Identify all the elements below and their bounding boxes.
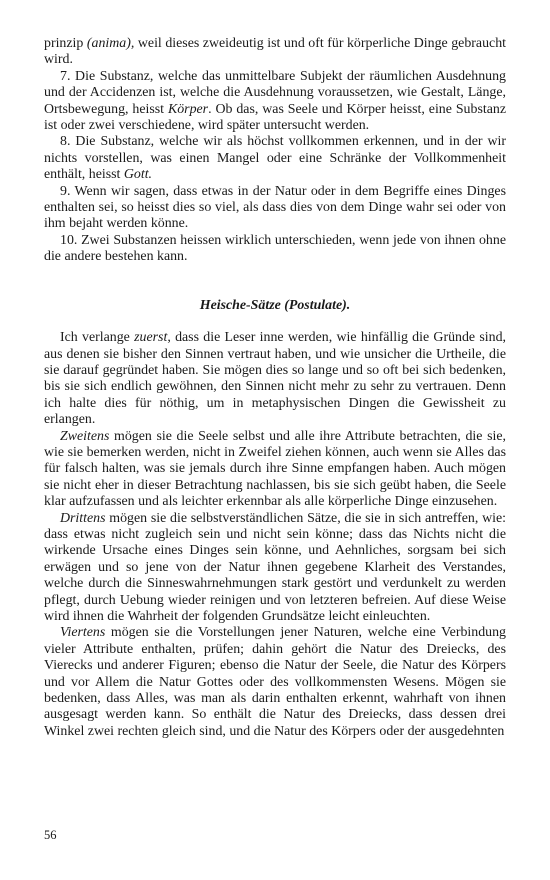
italic-term: Zweitens [60,428,110,444]
italic-term: Drittens [60,510,106,526]
italic-term: Körper [167,101,209,117]
definition-8: 8. Die Substanz, welche wir als höchst vollkommen erkennen, und in der wir nichts vorstellen, was einen Mangel oder eine Schränke der Vollkommenheit enthält, heisst Gott. [44,134,506,183]
italic-term: zuerst [134,330,168,346]
definition-7: 7. Die Substanz, welche das unmittelbare Subjekt der räumlichen Ausdehnung und der Accidenzen ist, welche die Ausdehnung voraussetzen, wie Gestalt, Länge, Ortsbewegung, heisst Körper. Ob das, was Seele und Körper heisst, eine Substanz ist oder zwei verschiedene, wird später untersucht werden. [44,68,506,134]
body-text [44,36,506,740]
definition-6-continuation: prinzip (anima), weil dieses zweideutig ist und oft für körperliche Dinge gebraucht wird. [44,36,506,68]
section-heading: Heische-Sätze (Postulate). [199,297,351,313]
italic-term: (anima), [86,36,135,51]
definition-9: 9. Wenn wir sagen, dass etwas in der Natur oder in dem Begriffe eines Dinges enthalten sei, so heisst dies so viel, als dass dies von dem Dinge wahr sei oder von ihm bejaht werden könne. [44,183,506,232]
definition-10: 10. Zwei Substanzen heissen wirklich unterschieden, wenn jede von ihnen ohne die andere bestehen kann. [44,232,506,265]
postulate-fourth: Viertens mögen sie die Vorstellungen jener Naturen, welche eine Verbindung vieler Attribute enthalten, prüfen; dahin gehört die Natur des Dreiecks, des Vierecks und anderer Figuren; ebenso die Natur der Seele, die Natur des Körpers und vor Allem die Natur Gottes oder des vollkommensten Wesens. Mögen sie bedenken, dass Alles, was man als darin enthalten erkennt, wahrhaft von ihnen ausgesagt werden kann. So enthält die Natur des Dreiecks, dass dessen drei Winkel zwei rechten gleich sind, und die Natur des Körpers oder der ausgedehnten [44,625,506,739]
postulate-third: Drittens mögen sie die selbstverständlichen Sätze, die sie in sich antreffen, wie: dass etwas nicht zugleich sein und nicht sein könne; dass das Nichts nicht die wirkende Ursache eines Dinges sein könne, und Aehnliches, sorgsam bei sich erwägen und so jene von der Natur ihnen gegebene Klarheit des Verstandes, welche durch die Sinneswahrnehmungen stark gestört und verdunkelt zu werden pflegt, durch Uebung wieder reinigen und von letzteren befreien. Auf diese Weise wird ihnen die Wahrheit der folgenden Grundsätze leicht einleuchten. [44,510,506,624]
postulate-first: Ich verlange zuerst, dass die Leser inne werden, wie hinfällig die Gründe sind, aus denen sie bisher den Sinnen vertraut haben, und wie unsicher die Urtheile, die sie darauf gegründet haben. Sie mögen dies so lange und so oft bei sich bedenken, bis sie sich endlich gewöhnen, den Sinnen nicht mehr zu sehr zu vertrauen. Denn ich halte dies für nöthig, um in metaphysischen Dingen die Gewissheit zu erlangen. [44,330,506,428]
page-number: 56 [44,828,57,842]
postulate-second: Zweitens mögen sie die Seele selbst und alle ihre Attribute betrachten, die sie, wie sie bemerken werden, nicht in Zweifel ziehen können, auch wenn sie Alles das für falsch halten, was sie jemals durch ihre Sinne empfangen haben. Auch mögen sie nicht eher in dieser Betrachtung nachlassen, bis sie sich geübt haben, die Seele klar aufzufassen und als leichter erkennbar als alle körperliche Dinge einzusehen. [44,428,506,510]
italic-term: Gott. [123,167,153,183]
italic-term: Viertens [60,625,106,641]
